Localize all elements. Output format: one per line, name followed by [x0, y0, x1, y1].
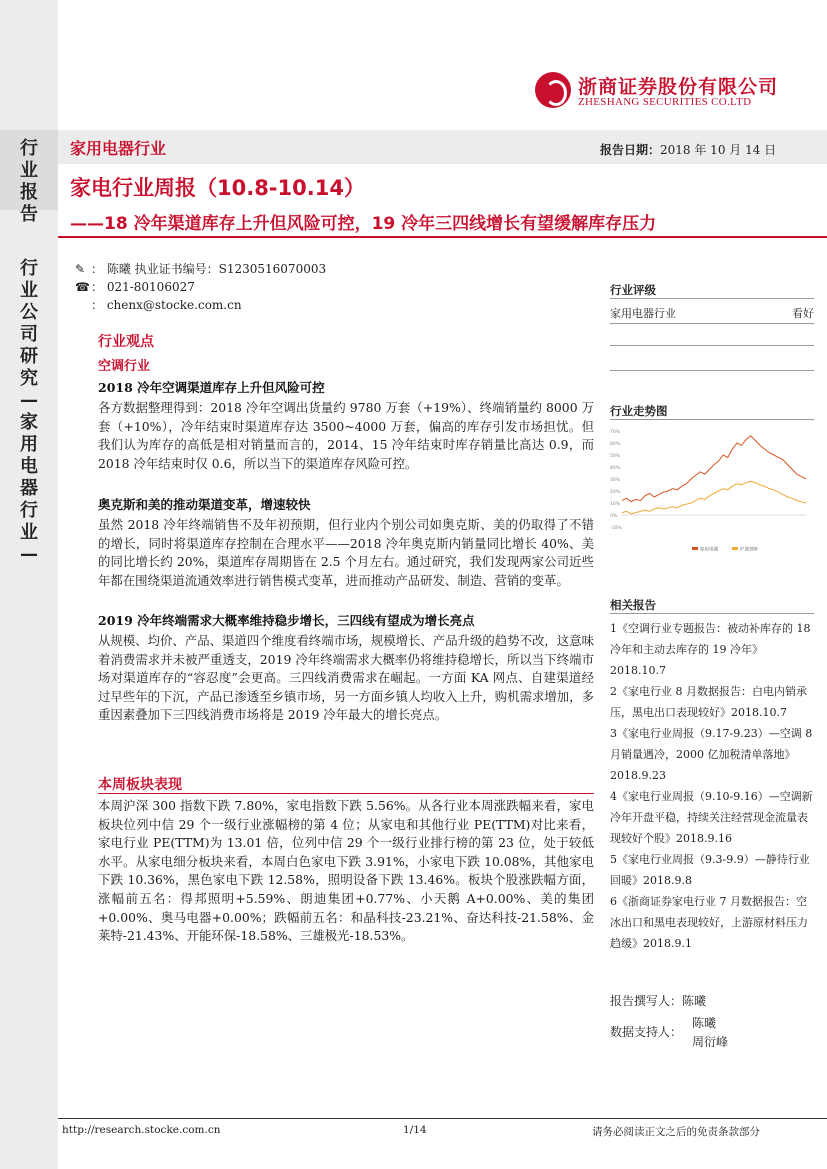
report-title: 家电行业周报（10.8-10.14）	[70, 176, 365, 200]
sidebar-bottom-char: 行	[20, 500, 38, 521]
related-report-item[interactable]: 5《家电行业周报（9.3-9.9）—静待行业回暖》2018.9.8	[610, 853, 810, 887]
subsection-aircon: 空调行业	[98, 359, 151, 374]
writer-label: 报告撰写人：	[610, 994, 683, 1008]
related-report-item[interactable]: 2《家电行业 8 月数据报告：白电内销承压，黑电出口表现较好》2018.10.7	[610, 685, 807, 719]
y-tick-label: 20%	[610, 490, 621, 495]
analyst-phone: ： 021-80106027	[91, 280, 195, 294]
sidebar-bottom-char: 研	[20, 346, 38, 367]
footer-url[interactable]: http://research.stocke.com.cn	[62, 1124, 221, 1136]
zheshang-logo-icon	[535, 72, 571, 108]
pen-icon: ✎	[75, 262, 86, 276]
heading-channel-reform: 奥克斯和美的推动渠道变革，增速较快	[98, 497, 311, 512]
sidebar-bottom-char: 司	[20, 324, 38, 345]
sidebar-bottom-char: —	[20, 390, 38, 411]
sidebar-bottom-char: 电	[20, 456, 38, 477]
sidebar-top-char: 行	[20, 138, 38, 159]
email-line	[75, 296, 242, 313]
logo-company-name-en: ZHESHANG SECURITIES CO.LTD	[578, 96, 752, 108]
sidebar-bottom-char: —	[20, 544, 38, 565]
related-report-item[interactable]: 6《浙商证券家电行业 7 月数据报告：空冰出口和黑电表现较好，上游原材料压力趋缓》2018.9.1	[610, 895, 808, 950]
logo-company-name: 浙商证券股份有限公司	[578, 76, 779, 98]
report-date-value: 2018 年 10 月 14 日	[660, 143, 777, 157]
sidebar-bottom-char: 家	[20, 412, 38, 433]
y-tick-label: 60%	[610, 442, 621, 447]
report-date	[600, 141, 776, 158]
paragraph-demand: 从规模、均价、产品、渠道四个维度看终端市场，规模增长、产品升级的趋势不改，这意味着消费需求并未被严重透支，2019 冷年终端需求大概率仍将维持稳增长，所以当下终端市场对渠道库存的“容忍度”会更高。三四线消费需求在崛起。一方面 KA 网点、自建渠道经过早些年的下沉，产品已渗透至乡镇市场，另一方面乡镇人均收入上升，购机需求增加，多重因素叠加下三四线消费市场将是 2019 冷年最大的增长亮点。	[98, 633, 594, 723]
y-tick-label: 0%	[610, 514, 618, 519]
legend-label: 沪深300	[740, 547, 758, 553]
rating-industry: 家用电器行业	[610, 307, 676, 320]
rating-row	[610, 305, 814, 321]
y-tick-label: 50%	[610, 454, 621, 459]
y-tick-label: 40%	[610, 466, 621, 471]
paragraph-channel-reform: 虽然 2018 冷年终端销售不及年初预期，但行业内个别公司如奥克斯、美的仍取得了不错的增长，同时将渠道库存控制在合理水平——2018 冷年奥克斯内销量同比增长 40%、美的同比增长约 20%，渠道库存周期皆在 2.5 个月左右。通过研究，我们发现两家公司近些年都在围绕渠道流通效率进行销售模式变革，进而推动产品研发、制造、营销的变革。	[98, 517, 594, 588]
sidebar-label-report	[0, 138, 58, 226]
analyst-name: ： 陈曦 执业证书编号：S1230516070003	[91, 262, 327, 276]
rating-divider	[610, 298, 814, 299]
sidebar-bottom-char: 用	[20, 434, 38, 455]
analyst-email[interactable]: ： chenx@stocke.com.cn	[91, 298, 242, 312]
rating-title: 行业评级	[610, 283, 656, 297]
report-subtitle: ——18 冷年渠道库存上升但风险可控，19 冷年三四线增长有望缓解库存压力	[70, 214, 657, 234]
support-name-1: 陈曦	[692, 1016, 717, 1030]
industry-label: 家用电器行业	[70, 139, 167, 158]
y-tick-label: 30%	[610, 478, 621, 483]
sidebar-top-char: 告	[20, 204, 38, 225]
sidebar-top-char: 报	[20, 182, 38, 203]
sidebar-top-char: 业	[20, 160, 38, 181]
rating-line-2	[610, 345, 814, 346]
support-name-2: 周衍峰	[692, 1035, 729, 1049]
y-tick-label: 70%	[610, 430, 621, 435]
legend-label: 家用电器	[700, 547, 718, 553]
y-tick-label: -10%	[610, 526, 622, 531]
legend-swatch	[692, 547, 698, 550]
phone-line	[75, 278, 195, 295]
section-divider	[98, 793, 594, 794]
sidebar-bottom-char: 行	[20, 258, 38, 279]
rating-line-3	[610, 370, 814, 371]
sidebar-bottom-char: 器	[20, 478, 38, 499]
footer-divider	[58, 1118, 827, 1119]
rating-line-1	[610, 323, 814, 324]
related-report-item[interactable]: 3《家电行业周报（9.17-9.23）—空调 8 月销量遇冷，2000 亿加税清单落地》2018.9.23	[610, 727, 813, 782]
writer-name: 陈曦	[682, 994, 707, 1008]
y-tick-label: 10%	[610, 502, 621, 507]
series-line-2	[622, 481, 806, 513]
related-report-item[interactable]: 4《家电行业周报（9.10-9.16）—空调新冷年开盘平稳，持续关注经营现金流量表现较好个股》2018.9.16	[610, 790, 813, 845]
trend-title: 行业走势图	[610, 404, 668, 418]
sidebar-bottom-char: 业	[20, 280, 38, 301]
sidebar-label-industry	[0, 258, 58, 566]
support-label: 数据支持人：	[610, 1025, 683, 1039]
footer-disclaimer: 请务必阅读正文之后的免责条款部分	[592, 1126, 760, 1138]
writer-row	[610, 992, 706, 1009]
sidebar-bottom-char: 究	[20, 368, 38, 389]
paragraph-weekly-performance: 本周沪深 300 指数下跌 7.80%，家电指数下跌 5.56%。从各行业本周涨跌幅来看，家电板块位列中信 29 个一级行业涨幅榜的第 4 位；从家电和其他行业 PE(TTM)对比来看，家电行业 PE(TTM)为 13.01 倍，位列中信 29 个一级行业排行榜的第 23 位，处于较低水平。从家电细分板块来看，本周白色家电下跌 3.91%，小家电下跌 10.08%，其他家电下跌 10.36%，黑色家电下跌 12.58%，照明设备下跌 13.46%。板块个股涨跌幅方面，涨幅前五名：得邦照明+5.59%、朗迪集团+0.77%、小天鹅 A+0.00%、美的集团+0.00%、奥马电器+0.00%；跌幅前五名：和晶科技-23.21%、奋达科技-21.58%、金莱特-21.43%、开能环保-18.58%、三雄极光-18.53%。	[98, 798, 594, 944]
phone-icon: ☎	[75, 280, 90, 294]
report-date-label: 报告日期：	[600, 143, 661, 157]
section-weekly-performance: 本周板块表现	[98, 777, 182, 793]
heading-inventory: 2018 冷年空调渠道库存上升但风险可控	[98, 380, 325, 395]
legend-swatch	[732, 547, 738, 550]
analyst-line	[75, 260, 326, 277]
industry-trend-chart	[610, 425, 814, 560]
related-divider	[610, 613, 814, 614]
footer-page-number: 1/14	[403, 1124, 427, 1136]
section-industry-view: 行业观点	[98, 334, 154, 350]
sidebar-bottom-char: 业	[20, 522, 38, 543]
sidebar-bottom-char: 公	[20, 302, 38, 323]
trend-divider	[610, 419, 814, 420]
heading-demand: 2019 冷年终端需求大概率维持稳步增长，三四线有望成为增长亮点	[98, 613, 475, 628]
related-title: 相关报告	[610, 598, 656, 612]
title-divider	[58, 236, 827, 238]
rating-value: 看好	[792, 307, 814, 320]
paragraph-inventory: 各方数据整理得到：2018 冷年空调出货量约 9780 万套（+19%）、终端销量约 8000 万套（+10%），冷年结束时渠道库存达 3500~4000 万套，偏高的库存引发市场担忧。但我们认为库存的高低是相对销量而言的，2014、15 冷年结束时库存销量比高达 0.9，而 2018 冷年结束时仅 0.6，所以当下的渠道库存风险可控。	[98, 400, 594, 471]
related-reports-list	[610, 618, 814, 954]
related-report-item[interactable]: 1《空调行业专题报告：被动补库存的 18 冷年和主动去库存的 19 冷年》2018.10.7	[610, 622, 811, 677]
